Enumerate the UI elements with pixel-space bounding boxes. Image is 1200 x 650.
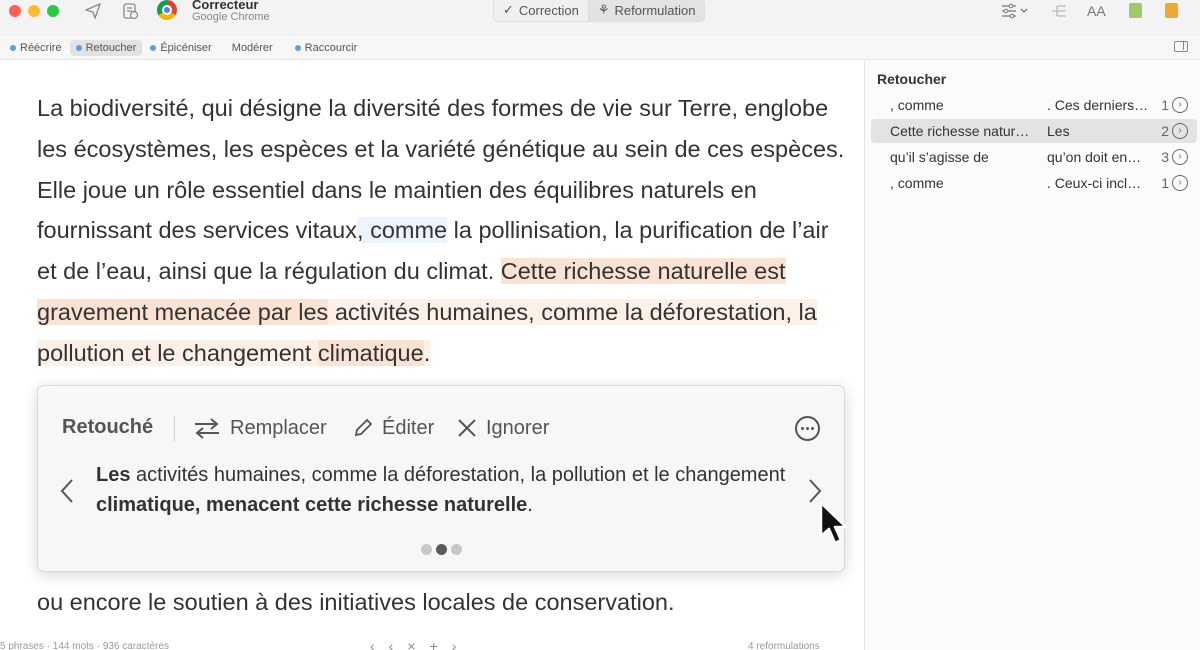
text-segment: la pollinisation, la purification de l’air et de l’eau, ainsi que la régulation du climat. bbox=[37, 217, 829, 285]
mode-label: Retoucher bbox=[85, 41, 137, 54]
mode-dot-icon bbox=[295, 45, 301, 51]
chevron-right-circle-icon[interactable]: › bbox=[1172, 97, 1188, 113]
zoom-window-button[interactable] bbox=[47, 5, 59, 17]
row-original: , comme bbox=[890, 97, 944, 113]
text-segment: . bbox=[423, 339, 431, 366]
sidebar-toggle-icon[interactable] bbox=[1174, 41, 1188, 52]
chevron-left-icon[interactable]: ‹ bbox=[370, 638, 375, 650]
text-segment: La biodiversité, qui désigne la diversité des formes de vie sur Terre, englobe les écosystèmes, les espèces et la variété génétique au sein de ces espèces. Elle joue un rôle essentiel dans le maintien des équilibres naturels en fournissant des services vitaux bbox=[37, 95, 845, 244]
more-options-icon[interactable] bbox=[795, 416, 820, 441]
chevron-left-icon[interactable]: ‹ bbox=[388, 638, 394, 650]
row-suggestion: . Ceux-ci incl… bbox=[1047, 175, 1142, 191]
page-dot[interactable] bbox=[451, 544, 462, 555]
mode-epiceniser[interactable] bbox=[144, 40, 217, 56]
popup-divider bbox=[174, 416, 175, 442]
x-icon bbox=[456, 417, 478, 439]
chevron-right-circle-icon[interactable]: › bbox=[1172, 149, 1188, 165]
sidebar-suggestion-row-active[interactable] bbox=[871, 119, 1197, 143]
green-swatch-icon[interactable] bbox=[1129, 3, 1142, 18]
row-original: , comme bbox=[890, 175, 944, 191]
page-dot-active[interactable] bbox=[436, 544, 447, 555]
sidebar-suggestion-row[interactable] bbox=[871, 171, 1197, 195]
view-segmented-control bbox=[493, 0, 705, 22]
edit-button[interactable] bbox=[352, 412, 434, 444]
suggestion-popup bbox=[37, 385, 845, 572]
popup-title: Retouché bbox=[62, 416, 154, 438]
row-count: 3 bbox=[1161, 149, 1169, 165]
checkmark-icon: ✓ bbox=[503, 2, 514, 17]
replace-button[interactable] bbox=[192, 412, 327, 444]
replace-arrows-icon bbox=[192, 416, 222, 440]
ignore-label: Ignorer bbox=[486, 416, 550, 439]
suggestion-highlight-1[interactable]: , comme bbox=[357, 217, 448, 244]
mouse-pointer-icon bbox=[818, 500, 858, 546]
suggestions-sidebar bbox=[864, 61, 1200, 650]
row-suggestion: Les bbox=[1047, 123, 1070, 139]
pencil-icon bbox=[352, 417, 374, 439]
app-subtitle: Google Chrome bbox=[192, 11, 270, 23]
font-size-button[interactable]: AA bbox=[1087, 3, 1106, 19]
row-original: qu’il s’agisse de bbox=[890, 149, 989, 165]
row-suggestion: qu’on doit en… bbox=[1047, 149, 1142, 165]
reformulation-icon: ⚘ bbox=[597, 2, 610, 17]
mode-label: Épicéniser bbox=[160, 41, 212, 54]
mode-label: Raccourcir bbox=[304, 41, 358, 54]
replace-label: Remplacer bbox=[230, 416, 327, 439]
close-icon[interactable]: × bbox=[407, 638, 416, 650]
mode-label: Réécrire bbox=[20, 41, 62, 54]
send-icon[interactable] bbox=[84, 0, 102, 22]
suggestion-highlight-2[interactable]: Cette richesse naturelle est gravement menacée par les bbox=[37, 258, 786, 325]
plus-icon[interactable]: + bbox=[429, 638, 438, 650]
suggestion-highlight-2-end[interactable]: climatique bbox=[317, 339, 424, 366]
mode-bar bbox=[0, 36, 1200, 60]
close-window-button[interactable] bbox=[9, 5, 21, 17]
suggestion-bold: climatique, menacent cette richesse naturelle bbox=[96, 494, 528, 516]
mode-dot-icon bbox=[150, 45, 156, 51]
window-titlebar bbox=[0, 0, 1200, 36]
row-original: Cette richesse natur… bbox=[890, 123, 1030, 139]
row-count: 1 bbox=[1161, 97, 1169, 113]
pagination-dots bbox=[421, 544, 462, 555]
mode-retoucher[interactable] bbox=[70, 40, 143, 56]
previous-suggestion-button[interactable] bbox=[60, 478, 74, 511]
suggestion-plain: activités humaines, comme la déforestation, la pollution et le changement bbox=[130, 464, 786, 486]
tab-correction-label: Correction bbox=[518, 2, 579, 18]
status-reformulations: 4 reformulations bbox=[748, 641, 820, 650]
mode-dot-icon bbox=[10, 45, 16, 51]
minimize-window-button[interactable] bbox=[28, 5, 40, 17]
paragraph-2[interactable]: ou encore le soutien à des initiatives locales de conservation. bbox=[37, 589, 675, 615]
mode-raccourcir[interactable] bbox=[289, 40, 364, 56]
mode-reecrire[interactable] bbox=[4, 40, 68, 56]
status-navigation bbox=[370, 638, 456, 650]
chevron-right-icon[interactable]: › bbox=[451, 638, 457, 650]
suggestion-highlight-2-context[interactable]: activités humaines, comme la déforestation, la pollution et le changement bbox=[37, 298, 817, 366]
mode-label: Modérer bbox=[231, 41, 273, 54]
status-stats: 5 phrases · 144 mots · 936 caractères bbox=[0, 641, 169, 650]
edit-label: Éditer bbox=[382, 416, 435, 439]
settings-sliders-icon[interactable] bbox=[1001, 0, 1029, 22]
app-title: Correcteur bbox=[192, 0, 259, 12]
chrome-logo-icon bbox=[157, 0, 177, 20]
row-count: 2 bbox=[1161, 123, 1169, 139]
suggestion-plain: . bbox=[527, 494, 533, 516]
paragraph-1[interactable] bbox=[37, 88, 847, 374]
chevron-left-icon bbox=[60, 478, 74, 504]
tab-reformulation[interactable] bbox=[589, 0, 705, 21]
sidebar-suggestion-row[interactable] bbox=[871, 145, 1197, 169]
sidebar-title: Retoucher bbox=[877, 71, 947, 87]
chevron-right-circle-icon[interactable]: › bbox=[1172, 123, 1188, 139]
row-count: 1 bbox=[1161, 175, 1169, 191]
page-dot[interactable] bbox=[421, 544, 432, 555]
tree-icon[interactable] bbox=[1050, 0, 1068, 22]
ignore-button[interactable] bbox=[456, 412, 549, 444]
suggestion-bold: Les bbox=[96, 464, 131, 486]
chevron-right-circle-icon[interactable]: › bbox=[1172, 175, 1188, 191]
sidebar-suggestion-row[interactable] bbox=[871, 93, 1197, 117]
mode-moderer[interactable] bbox=[226, 40, 279, 56]
suggestion-text bbox=[96, 460, 786, 520]
row-suggestion: . Ces derniers… bbox=[1047, 97, 1149, 113]
tab-correction[interactable] bbox=[494, 0, 588, 21]
tab-reformulation-label: Reformulation bbox=[614, 2, 696, 18]
mode-dot-icon bbox=[76, 45, 82, 51]
orange-swatch-icon[interactable] bbox=[1165, 3, 1178, 18]
document-check-icon[interactable] bbox=[120, 0, 140, 22]
